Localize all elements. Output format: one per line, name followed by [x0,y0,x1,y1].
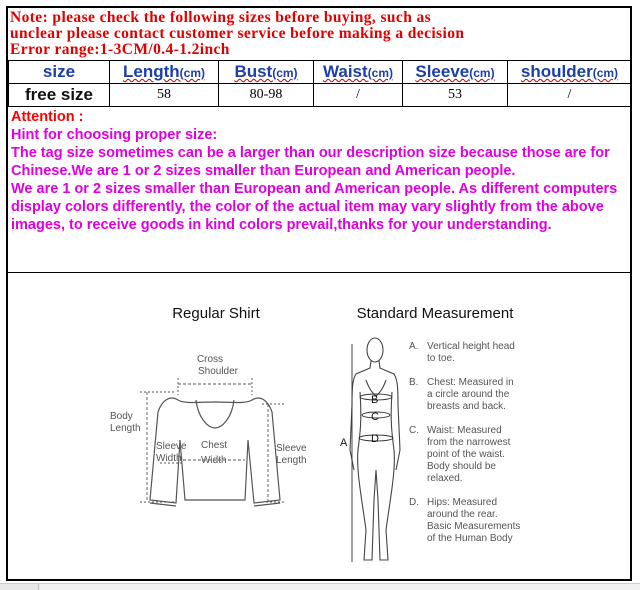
note-line-2: unclear please contact customer service before making a decision [10,25,465,42]
legend-item-b [409,377,514,412]
attention-heading: Attention : [11,109,84,125]
svg-text:from the narrowest: from the narrowest [427,437,511,448]
header-size: size [9,61,110,84]
header-sleeve: Sleeve(cm) [403,61,508,84]
hint-paragraph-2: We are 1 or 2 sizes smaller than European and American people. As different computers display colors differently, the color of the actual item may vary slightly from the above images, to receive goods in kind colors prevail,thanks for your understanding. [11,181,618,233]
header-shoulder: shoulder(cm) [508,61,632,84]
svg-text:D.: D. [409,497,419,508]
svg-text:of the Human Body: of the Human Body [427,533,513,544]
body-length-label-2: Length [110,423,141,434]
sleeve-width-label-1: Sleeve [156,441,187,452]
note-line-3: Error range:1-3CM/0.4-1.2inch [10,41,230,58]
cell-shoulder: / [508,84,632,107]
legend-item-c [409,425,511,484]
legend-item-a [409,341,515,364]
cross-shoulder-label-1: Cross [196,354,224,365]
sleeve-length-label-2: Length [276,455,307,466]
header-waist: Waist(cm) [314,61,403,84]
svg-text:a circle around the: a circle around the [427,389,510,400]
measurement-legend [409,341,520,544]
cell-length: 58 [110,84,219,107]
cell-sleeve: 53 [403,84,508,107]
body-letter-b: B [371,394,379,406]
svg-text:Vertical height head: Vertical height head [427,341,515,352]
measurement-figure [0,273,640,581]
header-bust: Bust(cm) [219,61,314,84]
note-text [10,10,630,58]
cross-shoulder-label-2: Shoulder [197,366,239,377]
size-table [8,60,632,107]
body-letter-c: C [371,411,379,423]
header-length: Length(cm) [110,61,219,84]
body-length-label-1: Body [110,411,133,422]
svg-text:Body should be: Body should be [427,461,496,472]
measure-title: Standard Measurement [356,305,514,322]
shirt-title: Regular Shirt [172,305,260,322]
body-letter-d: D [371,433,379,445]
svg-text:A.: A. [409,341,419,352]
body-letter-a: A [340,437,348,449]
hint-title: Hint for choosing proper size: [11,127,218,143]
size-table-row [9,84,632,107]
chest-width-label-2: Width [201,455,227,466]
svg-text:Hips: Measured: Hips: Measured [427,497,498,508]
legend-item-d [409,497,520,544]
sleeve-width-label-2: Width [156,453,182,464]
size-table-header [9,61,632,84]
svg-text:around the rear.: around the rear. [427,509,498,520]
sleeve-length-label-1: Sleeve [276,443,307,454]
chest-width-label-1: Chest [201,440,228,451]
svg-text:relaxed.: relaxed. [427,473,463,484]
hint-block [11,126,621,234]
svg-text:Basic Measurements: Basic Measurements [427,521,521,532]
svg-text:to toe.: to toe. [427,353,455,364]
hint-paragraph-1: The tag size sometimes can be a larger than our description size because those are for Chinese.We are 1 or 2 sizes smaller than European and American people. [11,145,610,179]
svg-text:point of the waist.: point of the waist. [427,449,505,460]
svg-text:C.: C. [409,425,419,436]
svg-text:breasts and back.: breasts and back. [427,401,506,412]
svg-text:B.: B. [409,377,419,388]
scrollbar-thumb[interactable] [0,584,39,590]
cell-waist: / [314,84,403,107]
body-illustration [350,338,400,560]
cell-size: free size [9,84,110,107]
cell-bust: 80-98 [219,84,314,107]
svg-text:Waist: Measured: Waist: Measured [427,425,502,436]
svg-text:Chest: Measured in: Chest: Measured in [427,377,514,388]
note-line-1: Note: please check the following sizes before buying, such as [10,9,432,26]
